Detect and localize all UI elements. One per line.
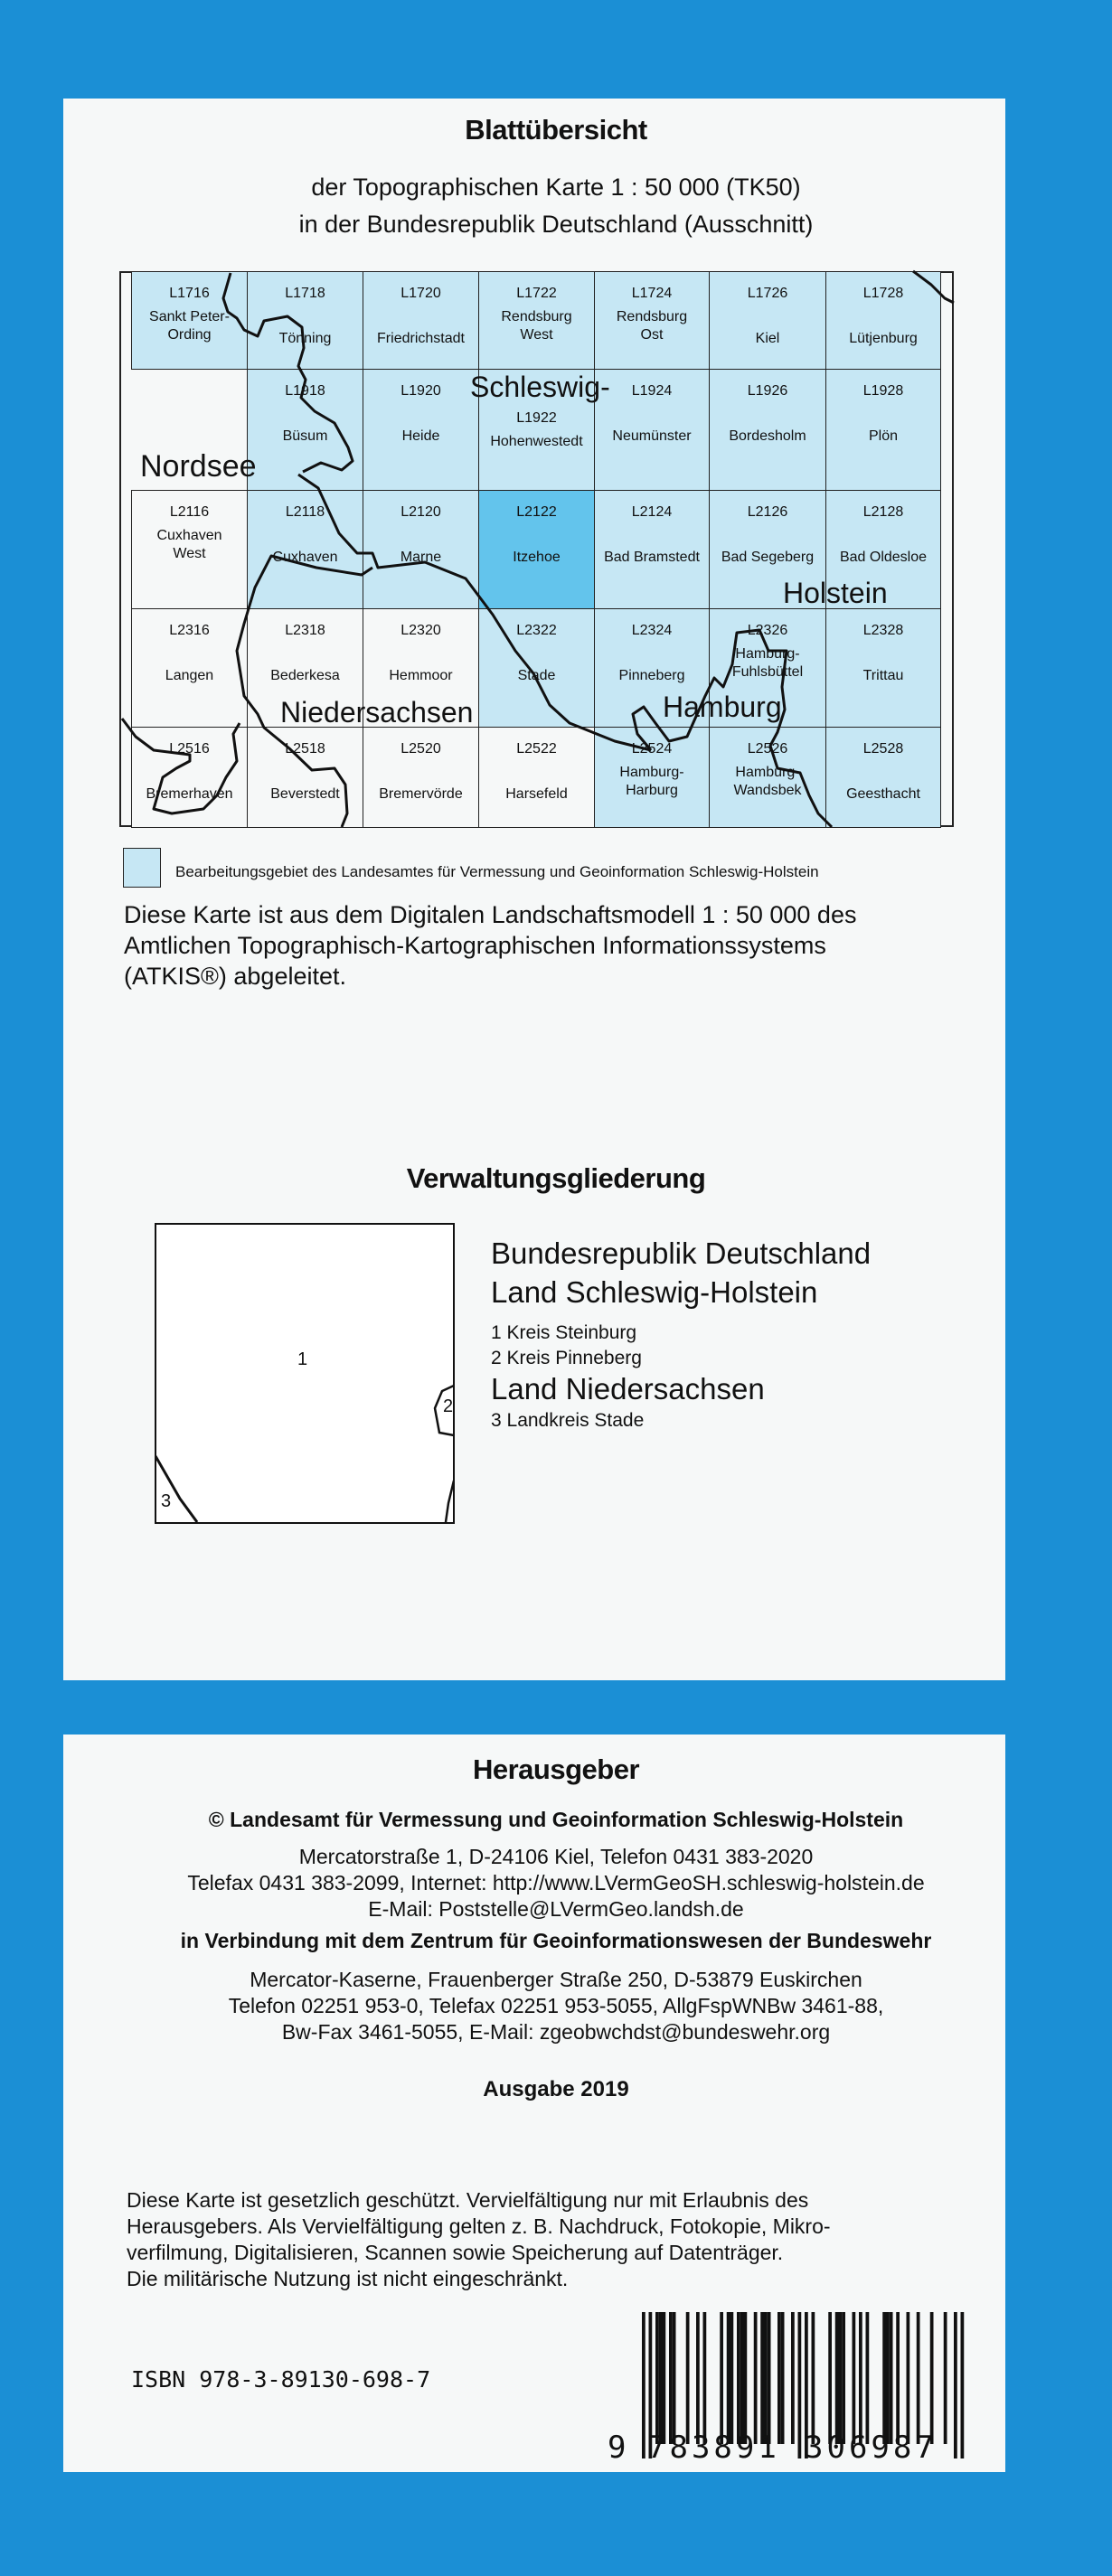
address-line: Telefax 0431 383-2099, Internet: http://www.LVermGeoSH.schleswig-holstein.de (187, 1871, 925, 1894)
sheet-number: L1928 (862, 383, 904, 399)
sheet-name: Rendsburg West (501, 309, 572, 343)
sheet-name: Sankt Peter- Ording (149, 309, 230, 343)
barcode-bar (930, 2312, 934, 2444)
region-label-holstein: Holstein (783, 577, 888, 609)
publisher-org1: © Landesamt für Vermessung und Geoinformation Schleswig-Holstein (208, 1808, 904, 1831)
barcode-bar (961, 2312, 965, 2458)
admin-map (155, 1223, 455, 1524)
barcode-bar (669, 2312, 673, 2444)
sheet-name: Bad Oldesloe (839, 550, 928, 565)
sheet-number: L2326 (747, 623, 788, 638)
barcode-bar (791, 2312, 795, 2444)
sheet-number: L2522 (516, 741, 557, 757)
legend-swatch (123, 848, 161, 888)
sheet-name: Büsum (282, 428, 328, 444)
sheet-name: Langen (165, 668, 214, 683)
sheet-name: Cuxhaven (272, 550, 338, 565)
barcode-bar (886, 2312, 890, 2444)
sheet-name: Itzehoe (513, 550, 561, 565)
sheet-name: Hohenwestedt (490, 434, 583, 449)
sheet-number: L2122 (516, 504, 557, 520)
address-line: E-Mail: Poststelle@LVermGeo.landsh.de (368, 1897, 744, 1921)
barcode-bar (866, 2312, 870, 2444)
sheet-name: Lütjenburg (849, 331, 918, 346)
sheet-number: L1924 (631, 383, 673, 399)
sheet-number: L2118 (285, 504, 325, 520)
barcode-bar (835, 2312, 839, 2444)
barcode-digits-right: 306987 (805, 2430, 938, 2466)
sheet-name: Rendsburg Ost (616, 309, 688, 343)
barcode-bar (740, 2312, 744, 2444)
barcode-bar (663, 2312, 666, 2444)
barcode-bar (642, 2312, 646, 2458)
barcode-bar (686, 2312, 690, 2444)
source-line: Amtlichen Topographisch-Kartographischen Informationssystems (124, 932, 826, 959)
source-line: Diese Karte ist aus dem Digitalen Landschaftsmodell 1 : 50 000 des (124, 901, 857, 928)
legend-text: Bearbeitungsgebiet des Landesamtes für Vermessung und Geoinformation Schleswig-Holstein (175, 863, 819, 880)
sheet-number: L2116 (169, 504, 210, 520)
border-north-east (913, 271, 954, 303)
publisher-org1-address (0, 1844, 1112, 1923)
overview-title: Blattübersicht (465, 114, 647, 146)
sheet-name: Kiel (755, 331, 780, 346)
region-label-hamburg: Hamburg (663, 691, 782, 723)
sheet-name: Bad Segeberg (721, 550, 815, 565)
admin-state-schleswig-holstein: Land Schleswig-Holstein (491, 1275, 818, 1309)
sheet-number: L1724 (631, 286, 673, 301)
admin-map-label-3: 3 (161, 1491, 172, 1511)
admin-map-label-2: 2 (443, 1396, 454, 1416)
sheet-name: Tönning (278, 331, 332, 346)
sheet-name: Plön (868, 428, 899, 444)
barcode-bar (859, 2312, 862, 2444)
barcode-bar (798, 2312, 802, 2458)
sheet-number: L2524 (631, 741, 673, 757)
barcode-bar (842, 2312, 845, 2444)
sheet-number: L2318 (285, 623, 325, 638)
barcode-bar (917, 2312, 920, 2444)
sheet-name: Friedrichstadt (377, 331, 465, 346)
isbn: ISBN 978-3-89130-698-7 (131, 2366, 431, 2393)
sheet-name: Hamburg- Harburg (619, 765, 684, 798)
barcode-bar (764, 2312, 768, 2444)
coastline-eiderstedt (223, 273, 353, 472)
sheet-number: L1922 (516, 410, 557, 426)
sheet-number: L1718 (285, 286, 325, 301)
sheet-name: Pinneberg (618, 668, 685, 683)
barcode-bar (659, 2312, 663, 2444)
sheet-number: L2120 (401, 504, 441, 520)
coast-weser (122, 719, 240, 813)
sheet-number: L1926 (747, 383, 788, 399)
admin-district-pinneberg: 2 Kreis Pinneberg (491, 1348, 642, 1368)
sheet-number: L2320 (401, 623, 441, 638)
sheet-number: L2316 (169, 623, 210, 638)
sheet-name: Neumünster (612, 428, 692, 444)
copyright-notice (127, 2187, 831, 2292)
sheet-name: Hamburg- Wandsbek (733, 765, 802, 798)
sheet-number: L2516 (169, 741, 210, 757)
sheet-number: L1720 (401, 286, 441, 301)
barcode-bar (781, 2312, 785, 2444)
sheet-number: L1920 (401, 383, 441, 399)
sheet-number: L2518 (285, 741, 325, 757)
publisher-org2: in Verbindung mit dem Zentrum für Geoinformationswesen der Bundeswehr (180, 1929, 932, 1952)
sheet-number: L2328 (862, 623, 904, 638)
barcode-bar (777, 2312, 781, 2444)
sheet-number: L2322 (516, 623, 557, 638)
sheet-number: L1726 (747, 286, 788, 301)
edition: Ausgabe 2019 (483, 2077, 629, 2101)
sheet-name: Bordesholm (729, 428, 806, 444)
admin-district-stade: 3 Landkreis Stade (491, 1410, 645, 1431)
sheet-name: Bederkesa (270, 668, 340, 683)
barcode-bar (890, 2312, 893, 2444)
publisher-title: Herausgeber (472, 1753, 640, 1785)
address-line: Mercator-Kaserne, Frauenberger Straße 250, D-53879 Euskirchen (250, 1968, 862, 1991)
barcode-bar (839, 2312, 843, 2444)
barcode-bar (730, 2312, 734, 2444)
sheet-name: Trittau (862, 668, 904, 683)
sheet-number: L2128 (862, 504, 904, 520)
sheet-number: L1722 (516, 286, 557, 301)
region-label-nordsee: Nordsee (140, 449, 257, 484)
overview-subtitle-1: der Topographischen Karte 1 : 50 000 (TK50) (311, 174, 801, 201)
barcode-bar (907, 2312, 910, 2444)
sheet-name: Marne (400, 550, 442, 565)
sheet-name: Bremerhaven (146, 786, 233, 802)
admin-title: Verwaltungsgliederung (406, 1162, 706, 1194)
barcode-bar (896, 2312, 900, 2444)
overview-subtitle-2: in der Bundesrepublik Deutschland (Ausschnitt) (298, 211, 814, 238)
barcode-bar (754, 2312, 758, 2444)
sheet-number: L2526 (747, 741, 788, 757)
sheet-number: L2528 (862, 741, 904, 757)
sheet-number: L1716 (169, 286, 210, 301)
sheet-name: Geesthacht (846, 786, 920, 802)
barcode-bar (812, 2312, 815, 2444)
sheet-number: L2324 (631, 623, 673, 638)
admin-state-niedersachsen: Land Niedersachsen (491, 1372, 765, 1406)
barcode-bar (828, 2312, 832, 2444)
sheet-number: L1918 (285, 383, 325, 399)
source-note (124, 899, 856, 992)
sheet-number: L2124 (631, 504, 673, 520)
admin-district-steinburg: 1 Kreis Steinburg (491, 1322, 637, 1343)
copyright-line: Diese Karte ist gesetzlich geschützt. Vervielfältigung nur mit Erlaubnis des (127, 2188, 809, 2212)
sheet-name: Hemmoor (389, 668, 453, 683)
sheet-name: Bremervörde (379, 786, 463, 802)
barcode-digit-lead: 9 (608, 2430, 627, 2466)
sheet-name: Beverstedt (270, 786, 340, 802)
source-line: (ATKIS®) abgeleitet. (124, 963, 346, 990)
address-line: Telefon 02251 953-0, Telefax 02251 953-5055, AllgFspWNBw 3461-88, (228, 1994, 884, 2017)
address-line: Bw-Fax 3461-5055, E-Mail: zgeobwchdst@bundeswehr.org (281, 2020, 831, 2044)
publisher-org2-address (0, 1967, 1112, 2045)
sheet-name: Cuxhaven West (156, 528, 222, 561)
region-label-schleswig: Schleswig- (470, 371, 610, 403)
barcode-bar (882, 2312, 886, 2444)
copyright-line: Die militärische Nutzung ist nicht eingeschränkt. (127, 2267, 569, 2290)
address-line: Mercatorstraße 1, D-24106 Kiel, Telefon 0431 383-2020 (298, 1845, 814, 1868)
sheet-number: L2520 (401, 741, 441, 757)
region-label-niedersachsen: Niedersachsen (280, 696, 474, 729)
barcode-bar (760, 2312, 764, 2444)
copyright-line: verfilmung, Digitalisieren, Scannen sowie Speicherung auf Datenträger. (127, 2241, 784, 2264)
barcode-bar (737, 2312, 740, 2444)
barcode-bar (655, 2312, 659, 2444)
border-hamburg (633, 630, 832, 827)
barcode-bar (727, 2312, 730, 2444)
sheet-number: L2126 (747, 504, 788, 520)
barcode-digits-left: 783891 (647, 2430, 780, 2466)
admin-map-label-1: 1 (297, 1349, 308, 1369)
sheet-name: Stade (517, 668, 556, 683)
barcode-bar (703, 2312, 707, 2444)
river-elbe-south (237, 556, 372, 827)
barcode-bar (720, 2312, 723, 2444)
barcode-bar (744, 2312, 748, 2444)
sheet-name: Bad Bramstedt (604, 550, 700, 565)
barcode-bar (673, 2312, 676, 2444)
copyright-line: Herausgebers. Als Vervielfältigung gelten z. B. Nachdruck, Fotokopie, Mikro- (127, 2214, 831, 2238)
barcode-bar (954, 2312, 957, 2458)
sheet-name: Heide (401, 428, 440, 444)
barcode-bar (944, 2312, 947, 2444)
barcode-bar (853, 2312, 856, 2444)
barcode-bar (696, 2312, 700, 2444)
sheet-number: L1728 (862, 286, 904, 301)
sheet-name: Hamburg- Fuhlsbüttel (731, 646, 804, 680)
sheet-name: Harsefeld (505, 786, 568, 802)
barcode-bar (768, 2312, 771, 2444)
admin-country: Bundesrepublik Deutschland (491, 1236, 872, 1270)
